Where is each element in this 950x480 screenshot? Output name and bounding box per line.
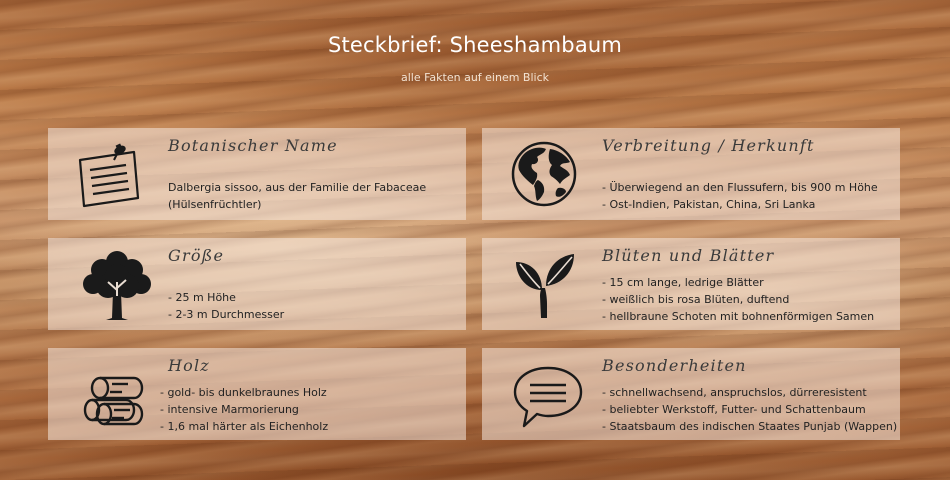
card-wood xyxy=(48,348,466,440)
page-title: Steckbrief: Sheeshambaum xyxy=(327,33,623,57)
card-line: - intensive Marmorierung xyxy=(160,403,299,416)
card-line: - Staatsbaum des indischen Staates Punjab (Wappen) xyxy=(602,420,898,433)
card-specialties xyxy=(482,348,900,440)
card-line: - 1,6 mal härter als Eichenholz xyxy=(160,420,329,433)
card-line: - 15 cm lange, ledrige Blätter xyxy=(602,276,764,289)
card-heading: Blüten und Blätter xyxy=(602,246,775,265)
card-body xyxy=(602,384,897,435)
card-line: - schnellwachsend, anspruchslos, dürreresistent xyxy=(602,386,867,399)
card-heading: Besonderheiten xyxy=(602,356,747,375)
page-subtitle: alle Fakten auf einem Blick xyxy=(400,71,550,84)
card-heading: Größe xyxy=(168,246,225,265)
card-line: (Hülsenfrüchtler) xyxy=(168,198,262,211)
card-botanical-name xyxy=(48,128,466,220)
card-body xyxy=(168,179,426,213)
card-body xyxy=(602,274,874,325)
globe-icon xyxy=(510,140,578,208)
card-heading: Holz xyxy=(168,356,210,375)
logs-icon xyxy=(82,374,146,428)
card-heading: Verbreitung / Herkunft xyxy=(602,136,815,155)
card-body xyxy=(602,179,878,213)
card-line: - 25 m Höhe xyxy=(168,291,236,304)
card-line: - Überwiegend an den Flussufern, bis 900 m Höhe xyxy=(602,181,878,194)
card-body xyxy=(160,384,328,435)
card-line: Dalbergia sissoo, aus der Familie der Fabaceae xyxy=(168,181,427,194)
memo-pin-icon xyxy=(76,140,142,208)
card-line: - weißlich bis rosa Blüten, duftend xyxy=(602,293,790,306)
card-size xyxy=(48,238,466,330)
card-line: - beliebter Werkstoff, Futter- und Schattenbaum xyxy=(602,403,866,416)
card-heading: Botanischer Name xyxy=(168,136,338,155)
card-line: - hellbraune Schoten mit bohnenförmigen Samen xyxy=(602,310,875,323)
card-body xyxy=(168,289,284,323)
card-line: - gold- bis dunkelbraunes Holz xyxy=(160,386,327,399)
speech-bubble-icon xyxy=(512,364,584,430)
card-blossoms-leaves xyxy=(482,238,900,330)
card-line: - 2-3 m Durchmesser xyxy=(168,308,285,321)
leaves-icon xyxy=(512,248,578,320)
tree-icon xyxy=(80,248,154,322)
card-distribution xyxy=(482,128,900,220)
card-line: - Ost-Indien, Pakistan, China, Sri Lanka xyxy=(602,198,816,211)
